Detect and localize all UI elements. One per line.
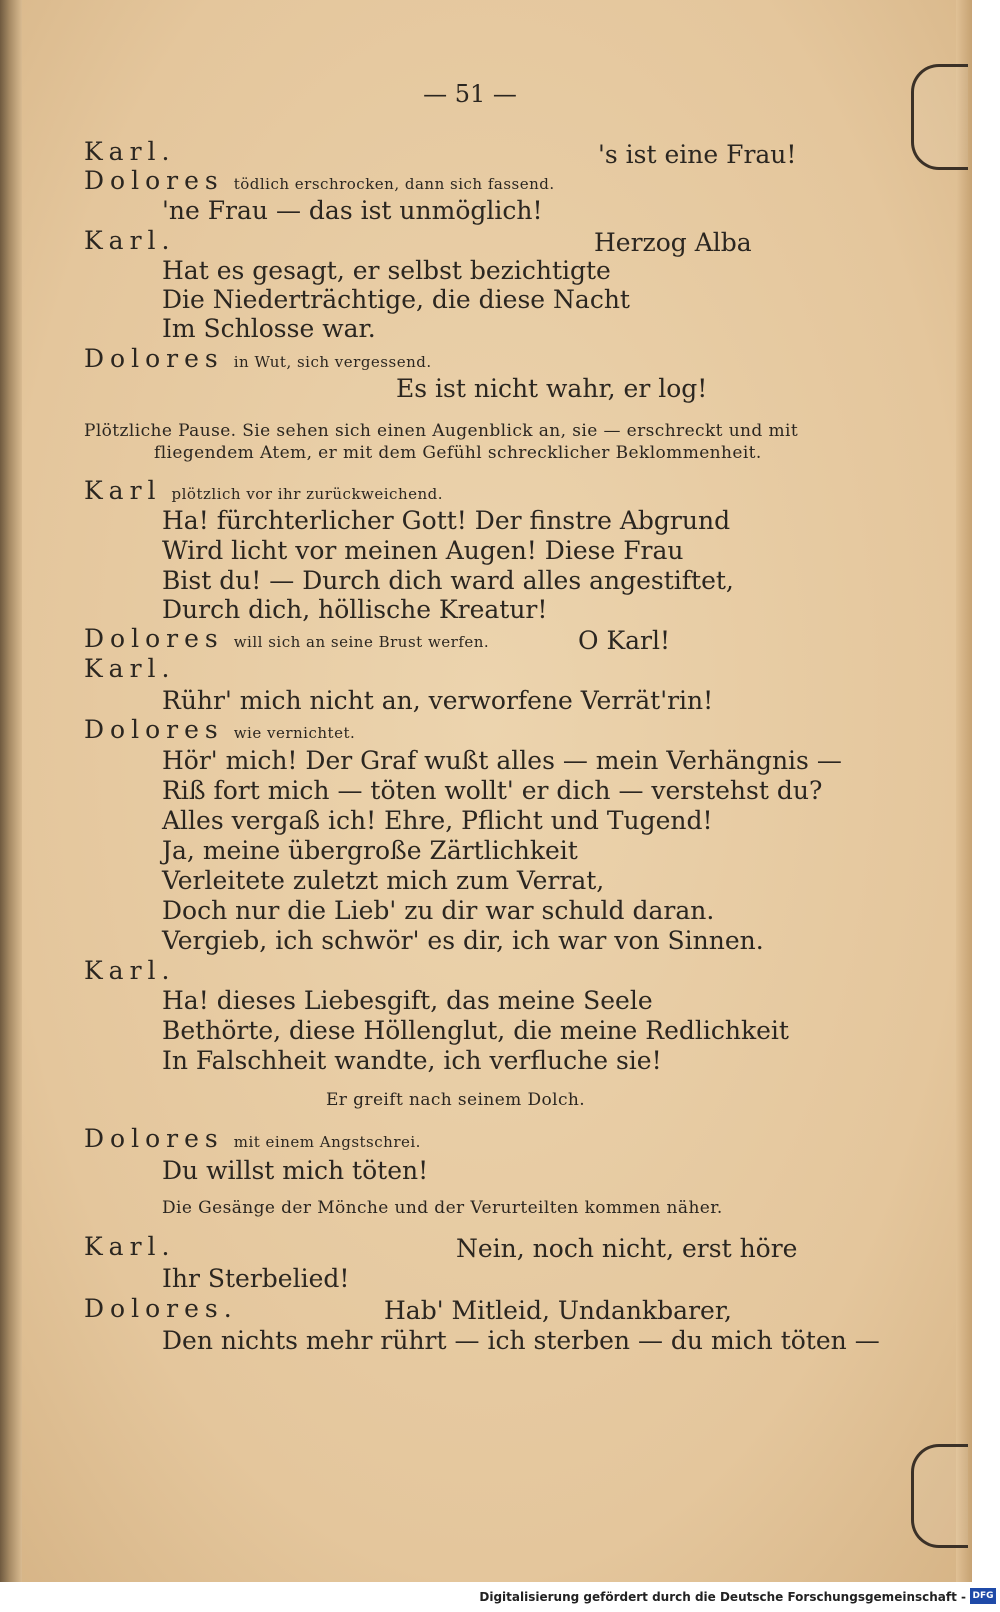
- stage-direction: Er greift nach seinem Dolch.: [326, 1090, 586, 1110]
- verse-line: 'ne Frau — das ist unmöglich!: [162, 196, 543, 225]
- speaker-name: Karl.: [84, 654, 176, 683]
- speaker-name: Dolores: [84, 166, 224, 195]
- verse-line: Hör' mich! Der Graf wußt alles — mein Verhängnis —: [162, 746, 842, 775]
- verse-line: Du willst mich töten!: [162, 1156, 429, 1185]
- verse-line: Nein, noch nicht, erst höre: [456, 1234, 798, 1263]
- speaker-line: [84, 137, 175, 167]
- speaker-line: [84, 1124, 421, 1157]
- verse-line: Hab' Mitleid, Undankbarer,: [384, 1296, 732, 1325]
- verse-line: Alles vergaß ich! Ehre, Pflicht und Tugend!: [162, 806, 713, 835]
- verse-line: Wird licht vor meinen Augen! Diese Frau: [162, 536, 684, 565]
- speaker-name: Karl.: [84, 226, 176, 255]
- stage-direction: will sich an seine Brust werfen.: [233, 633, 490, 651]
- verse-line: Riß fort mich — töten wollt' er dich — verstehst du?: [162, 776, 823, 805]
- speaker-line: [84, 624, 489, 657]
- verse-line: Herzog Alba: [594, 228, 752, 257]
- speaker-name: Dolores: [84, 715, 224, 744]
- verse-line: O Karl!: [578, 626, 671, 655]
- speaker-name: Karl.: [84, 137, 176, 166]
- footer-credit: Digitalisierung gefördert durch die Deutsche Forschungsgemeinschaft -: [479, 1590, 966, 1604]
- page-edge: [956, 0, 972, 1582]
- stage-direction: wie vernichtet.: [233, 724, 356, 742]
- verse-line: Im Schlosse war.: [162, 314, 376, 343]
- speaker-name: Karl: [84, 476, 162, 505]
- stage-direction: tödlich erschrocken, dann sich fassend.: [233, 175, 555, 193]
- verse-line: Ja, meine übergroße Zärtlichkeit: [162, 836, 578, 865]
- verse-line: Verleitete zuletzt mich zum Verrat,: [162, 866, 605, 895]
- stage-direction: fliegendem Atem, er mit dem Gefühl schrecklicher Beklommenheit.: [154, 443, 762, 463]
- speaker-name: Karl.: [84, 956, 176, 985]
- verse-line: Durch dich, höllische Kreatur!: [162, 595, 548, 624]
- page-number: — 51 —: [423, 80, 517, 108]
- verse-line: In Falschheit wandte, ich verfluche sie!: [162, 1046, 662, 1075]
- speaker-line: [84, 166, 555, 199]
- stage-direction: Plötzliche Pause. Sie sehen sich einen Augenblick an, sie — erschreckt und mit: [84, 421, 799, 441]
- book-gutter: [0, 0, 22, 1582]
- verse-line: Es ist nicht wahr, er log!: [396, 374, 708, 403]
- verse-line: Hat es gesagt, er selbst bezichtigte: [162, 256, 611, 285]
- paper-clip-bottom: [911, 1444, 968, 1548]
- speaker-name: Karl.: [84, 1232, 176, 1261]
- stage-direction: mit einem Angstschrei.: [233, 1133, 421, 1151]
- verse-line: Bist du! — Durch dich ward alles angestiftet,: [162, 566, 734, 595]
- stage-direction: Die Gesänge der Mönche und der Verurteilten kommen näher.: [162, 1198, 723, 1218]
- verse-line: Bethörte, diese Höllenglut, die meine Redlichkeit: [162, 1016, 789, 1045]
- verse-line: 's ist eine Frau!: [598, 140, 797, 169]
- dfg-logo: DFG: [970, 1588, 996, 1604]
- verse-line: Den nichts mehr rührt — ich sterben — du mich töten —: [162, 1326, 880, 1355]
- speaker-name: Dolores: [84, 1124, 224, 1153]
- footer-bar: [0, 1584, 1000, 1612]
- speaker-line: [84, 654, 175, 684]
- speaker-name: Dolores: [84, 624, 224, 653]
- verse-line: Die Niederträchtige, die diese Nacht: [162, 285, 630, 314]
- verse-line: Vergieb, ich schwör' es dir, ich war von Sinnen.: [162, 926, 764, 955]
- verse-line: Ihr Sterbelied!: [162, 1264, 350, 1293]
- speaker-line: [84, 1294, 238, 1324]
- speaker-name: Dolores: [84, 344, 224, 373]
- paper-clip-top: [911, 64, 968, 170]
- verse-line: Ha! fürchterlicher Gott! Der finstre Abgrund: [162, 506, 731, 535]
- speaker-line: [84, 1232, 175, 1262]
- stage-direction: plötzlich vor ihr zurückweichend.: [171, 485, 444, 503]
- speaker-line: [84, 476, 443, 509]
- speaker-line: [84, 956, 175, 986]
- verse-line: Doch nur die Lieb' zu dir war schuld daran.: [162, 896, 715, 925]
- stage-direction: in Wut, sich vergessend.: [233, 353, 432, 371]
- verse-line: Ha! dieses Liebesgift, das meine Seele: [162, 986, 653, 1015]
- speaker-line: [84, 715, 355, 748]
- speaker-name: Dolores.: [84, 1294, 238, 1323]
- verse-line: Rühr' mich nicht an, verworfene Verrät'rin!: [162, 686, 714, 715]
- speaker-line: [84, 226, 175, 256]
- speaker-line: [84, 344, 432, 377]
